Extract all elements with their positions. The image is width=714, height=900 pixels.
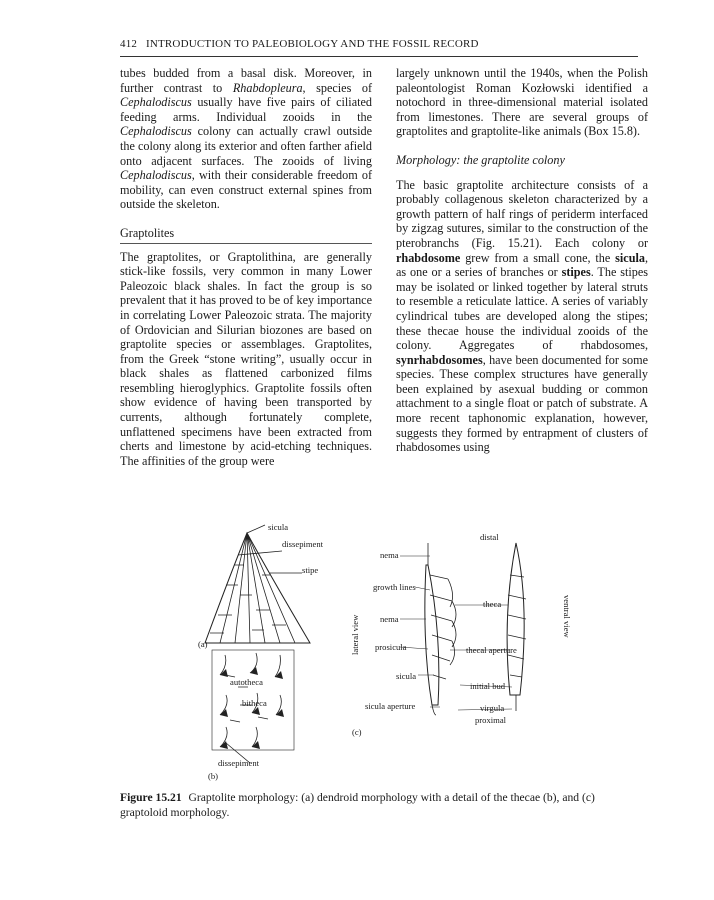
label-dissepiment-b: dissepiment	[218, 758, 260, 768]
label-lateral-view: lateral view	[350, 614, 360, 655]
subheading-morphology: Morphology: the graptolite colony	[396, 152, 565, 167]
label-sicula-aperture: sicula aperture	[365, 701, 416, 711]
label-nema-top: nema	[380, 550, 399, 560]
section-heading-graptolites: Graptolites	[120, 226, 372, 244]
right-paragraph-2: The basic graptolite architecture consists of a probably collagenous skeleton characterized by a growth pattern of half rings of periderm interfaced by zigzag sutures, similar to the construction of the pterobranchs (Fig. 15.21). Each colony or rhabdosome grew from a small cone, the sicula, as one or a series of branches or stipes. The stipes may be isolated or linked together by lateral struts to resemble a reticulate lattice. A series of variably cylindrical tubes are developed along the stipes; these thecae house the individual zooids of the colony. Aggregates of rhabdosomes, synrhabdosomes, have been documented for some species. These complex structures have generally been explained by asexual budding or common attachment to a single float or patch of substrate. A more recent taphonomic explanation, however, suggests they formed by entrapment of clusters of rhabdosomes using	[396, 177, 648, 455]
label-theca: theca	[483, 599, 502, 609]
right-paragraph-1: largely unknown until the 1940s, when the Polish paleontologist Roman Kozłowski identified a notochord in three-dimensional material isolated from limestones. There are several groups of graptolites and graptolite-like animals (Box 15.8).	[396, 66, 648, 139]
label-initial-bud: initial bud	[470, 681, 506, 691]
figure-15-21	[190, 515, 590, 785]
running-title: INTRODUCTION TO PALEOBIOLOGY AND THE FOSSIL RECORD	[145, 38, 479, 50]
running-header	[120, 38, 479, 50]
graptoloid-lateral-drawing	[425, 543, 456, 715]
label-proximal: proximal	[475, 715, 507, 725]
page-number: 412	[120, 38, 138, 50]
label-virgula: virgula	[480, 703, 505, 713]
label-panel-c: (c)	[352, 727, 362, 737]
figure-caption	[120, 790, 638, 820]
label-prosicula: prosicula	[375, 642, 407, 652]
label-nema-mid: nema	[380, 614, 399, 624]
graptoloid-ventral-drawing	[507, 543, 526, 711]
caption-text: Graptolite morphology: (a) dendroid morphology with a detail of the thecae (b), and (c) graptoloid morphology.	[120, 791, 595, 819]
label-dissepiment-a: dissepiment	[282, 539, 324, 549]
label-sicula-a: sicula	[268, 522, 289, 532]
label-sicula-c: sicula	[396, 671, 417, 681]
label-stipe: stipe	[302, 565, 319, 575]
label-distal: distal	[480, 532, 499, 542]
header-rule	[120, 56, 638, 57]
label-growth-lines: growth lines	[373, 582, 416, 592]
label-autotheca: autotheca	[230, 677, 263, 687]
left-paragraph-2: The graptolites, or Graptolithina, are generally stick-like fossils, very common in many Lower Paleozoic black shales. In fact the group is so prevalent that it has proved to be of key importance in correlating Lower Paleozoic strata. The majority of Ordovician and Silurian biozones are based on graptolite species or assemblages. Graptolites, from the Greek “stone writing”, usually occur in black shales as flattened carbonized films resembling hieroglyphics. Graptolite fossils often show evidence of having been transported by currents, although fortunately complete, unflattened specimens have been extracted from cherts and limestone by acid-etching techniques. The affinities of the group were	[120, 249, 372, 468]
label-panel-a: (a)	[198, 639, 208, 649]
left-column	[120, 66, 372, 476]
caption-label: Figure 15.21	[120, 791, 182, 804]
label-ventral-view: ventral view	[562, 595, 572, 638]
right-column	[396, 66, 648, 463]
label-bitheca: bitheca	[242, 698, 267, 708]
label-panel-b: (b)	[208, 771, 219, 781]
label-thecal-aperture: thecal aperture	[466, 645, 517, 655]
left-paragraph-1: tubes budded from a basal disk. Moreover, in further contrast to Rhabdopleura, species of Cephalodiscus usually have five pairs of ciliated feeding arms. Individual zooids in the Cephalodiscus colony can actually crawl outside the colony along its exterior and often farther afield onto adjacent surfaces. The zooids of living Cephalodiscus, with their considerable freedom of mobility, can even construct external spines from outside the skeleton.	[120, 66, 372, 212]
